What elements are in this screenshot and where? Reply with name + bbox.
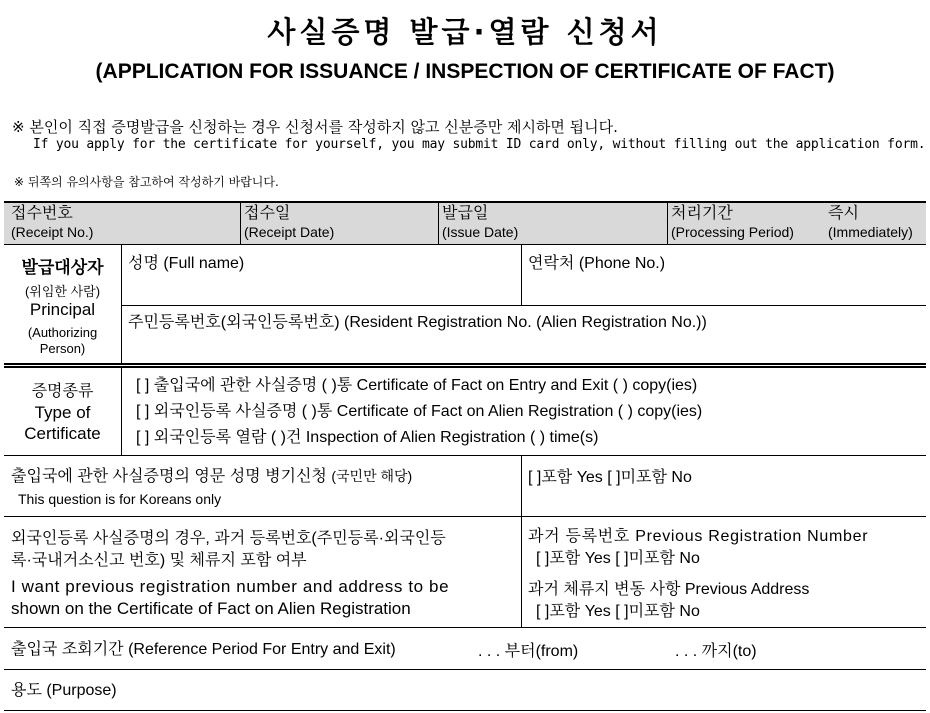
english-name-label-en: This question is for Koreans only	[18, 491, 222, 507]
immediately-label-en: (Immediately)	[828, 224, 913, 240]
previous-address-label: 과거 체류지 변동 사항 Previous Address	[528, 581, 810, 598]
english-name-choice[interactable]: [ ]포함 Yes [ ]미포함 No	[528, 469, 692, 486]
previous-label-ko: 외국인등록 사실증명의 경우, 과거 등록번호(주민등록·외국인등	[11, 530, 446, 547]
cert-type-label-en-2: Certificate	[24, 424, 101, 443]
principal-label-en: Principal	[29, 300, 96, 319]
english-name-label	[11, 466, 412, 487]
registration-no-field[interactable]: 주민등록번호(외국인등록번호) (Resident Registration No. (Alien Registration No.))	[128, 314, 707, 331]
note-refer-back: ※ 뒤쪽의 유의사항을 참고하여 작성하기 바랍니다.	[14, 175, 279, 189]
processing-period-label-en: (Processing Period)	[671, 224, 794, 240]
issue-date-label: 발급일	[442, 205, 489, 222]
divider	[521, 456, 522, 516]
divider	[521, 517, 522, 627]
divider	[121, 245, 122, 363]
cert-option-alien-registration[interactable]: [ ] 외국인등록 사실증명 ( )통 Certificate of Fact on Alien Registration ( ) copy(ies)	[136, 403, 703, 420]
immediately-label: 즉시	[828, 205, 859, 222]
note-id-card-en: If you apply for the certificate for yourself, you may submit ID card only, without filling out the application form.	[33, 137, 926, 152]
previous-label-ko-2: 록·국내거소신고 번호) 및 체류지 포함 여부	[11, 552, 307, 569]
divider	[521, 245, 522, 305]
page-title: 사실증명 발급·열람 신청서	[267, 15, 663, 49]
authorizing-label-en-2: Person)	[39, 341, 86, 356]
rule	[4, 201, 926, 203]
receipt-no-label: 접수번호	[11, 205, 73, 222]
previous-label-en: I want previous registration number and address to be	[11, 577, 450, 596]
issue-date-label-en: (Issue Date)	[442, 224, 519, 240]
full-name-field[interactable]: 성명 (Full name)	[128, 255, 245, 272]
koreans-only-note: (국민만 해당)	[331, 468, 413, 484]
cert-type-label-en: Type of	[34, 403, 91, 422]
previous-reg-no-choice[interactable]: [ ]포함 Yes [ ]미포함 No	[536, 550, 700, 567]
rule	[4, 244, 926, 245]
divider	[240, 202, 241, 244]
phone-field[interactable]: 연락처 (Phone No.)	[528, 255, 666, 272]
rule	[4, 627, 926, 628]
divider	[667, 202, 668, 244]
rule	[4, 669, 926, 670]
divider	[438, 202, 439, 244]
page-subtitle: (APPLICATION FOR ISSUANCE / INSPECTION OF CERTIFICATE OF FACT)	[95, 60, 835, 83]
reference-period-label: 출입국 조회기간 (Reference Period For Entry and Exit)	[11, 641, 396, 658]
rule	[122, 305, 926, 306]
previous-reg-no-label: 과거 등록번호 Previous Registration Number	[528, 528, 869, 545]
purpose-field[interactable]: 용도 (Purpose)	[11, 682, 117, 699]
cert-option-entry-exit[interactable]: [ ] 출입국에 관한 사실증명 ( )통 Certificate of Fact on Entry and Exit ( ) copy(ies)	[136, 377, 698, 394]
divider	[121, 367, 122, 455]
rule	[4, 710, 926, 711]
receipt-no-label-en: (Receipt No.)	[11, 224, 94, 240]
rule	[4, 363, 926, 365]
principal-sub-label: (위임한 사람)	[24, 284, 101, 299]
cert-type-label: 증명종류	[31, 381, 94, 400]
note-id-card-ko: ※ 본인이 직접 증명발급을 신청하는 경우 신청서를 작성하지 않고 신분증만 제시하면 됩니다.	[12, 118, 618, 136]
processing-period-label: 처리기간	[671, 205, 733, 222]
rule	[4, 455, 926, 456]
principal-label: 발급대상자	[21, 258, 104, 278]
rule	[4, 516, 926, 517]
receipt-date-label-en: (Receipt Date)	[244, 224, 335, 240]
previous-address-choice[interactable]: [ ]포함 Yes [ ]미포함 No	[536, 603, 700, 620]
period-from-field[interactable]: . . . 부터(from)	[478, 643, 579, 660]
period-to-field[interactable]: . . . 까지(to)	[675, 643, 757, 660]
cert-option-inspection[interactable]: [ ] 외국인등록 열람 ( )건 Inspection of Alien Registration ( ) time(s)	[136, 429, 599, 446]
english-name-label-ko: 출입국에 관한 사실증명의 영문 성명 병기신청	[11, 468, 327, 485]
receipt-date-label: 접수일	[244, 205, 291, 222]
previous-label-en-2: shown on the Certificate of Fact on Alien Registration	[11, 599, 411, 618]
authorizing-label-en: (Authorizing	[27, 325, 98, 340]
rule	[4, 366, 926, 368]
